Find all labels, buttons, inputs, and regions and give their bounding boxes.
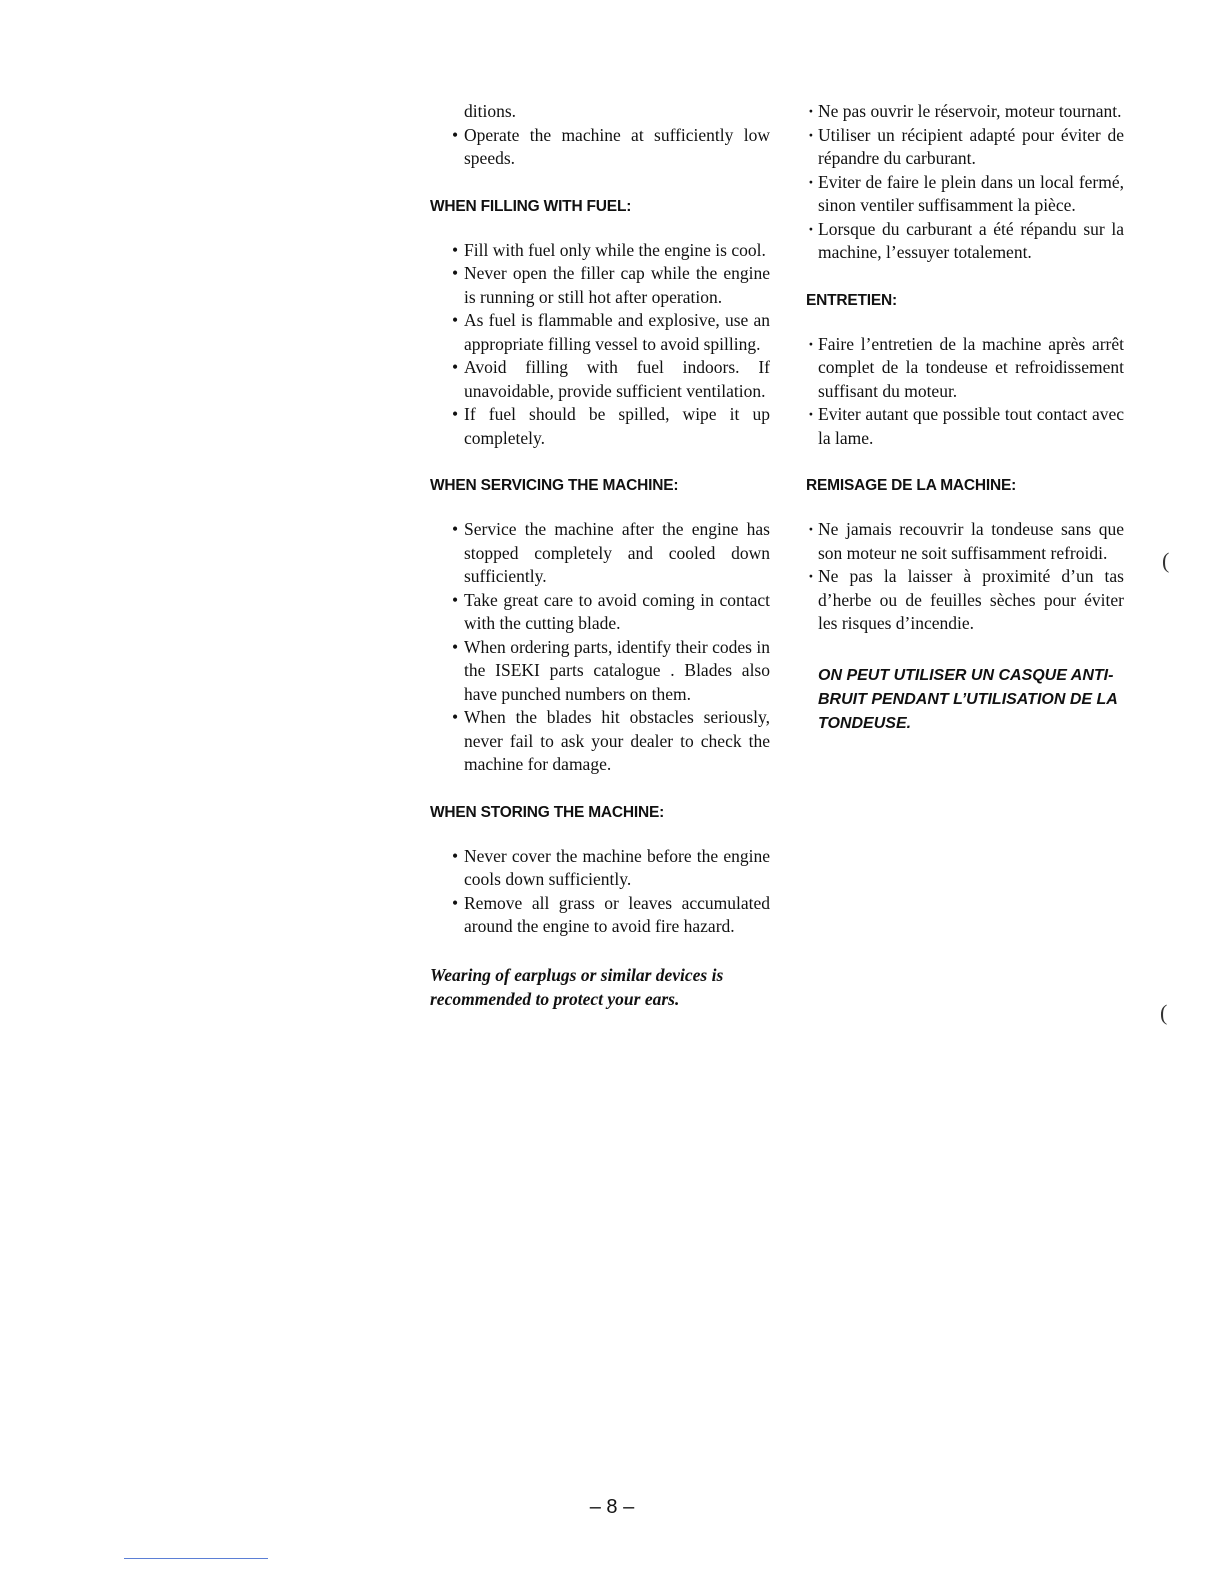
list-item: · Eviter de faire le plein dans un local fermé, sinon ventiler suffisamment la pièce.: [806, 171, 1124, 218]
intro-list-fr: [806, 100, 1124, 265]
remisage-list: [806, 518, 1124, 636]
list-item: • As fuel is flammable and explosive, use an appropriate filling vessel to avoid spilling.: [430, 309, 770, 356]
heading-filling-fuel: WHEN FILLING WITH FUEL:: [430, 197, 632, 215]
bottom-rule: [124, 1558, 268, 1559]
list-item: • When ordering parts, identify their codes in the ISEKI parts catalogue . Blades also have punched numbers on them.: [430, 636, 770, 707]
list-item: • Take great care to avoid coming in contact with the cutting blade.: [430, 589, 770, 636]
list-item: • Operate the machine at sufficiently low speeds.: [430, 124, 770, 171]
list-item: • When the blades hit obstacles seriously, never fail to ask your dealer to check the machine for damage.: [430, 706, 770, 777]
page-number: – 8 –: [589, 1496, 635, 1518]
heading-storing: WHEN STORING THE MACHINE:: [430, 803, 665, 821]
margin-mark: (: [1162, 548, 1170, 573]
french-column: [806, 100, 1124, 736]
list-item: • Never cover the machine before the engine cools down sufficiently.: [430, 845, 770, 892]
earplug-note: Wearing of earplugs or similar devices is recommended to protect your ears.: [430, 964, 724, 1009]
intro-list-en: [430, 124, 770, 171]
entretien-list: [806, 333, 1124, 451]
list-item: • Remove all grass or leaves accumulated around the engine to avoid fire hazard.: [430, 892, 770, 939]
list-item: · Ne pas la laisser à proximité d’un tas d’herbe ou de feuilles sèches pour éviter les risques d’incendie.: [806, 565, 1124, 636]
continued-text: ditions.: [464, 101, 517, 121]
margin-mark: (: [1160, 1000, 1168, 1025]
heading-entretien: ENTRETIEN:: [806, 291, 898, 309]
heading-remisage: REMISAGE DE LA MACHINE:: [806, 477, 1017, 494]
list-item: • Fill with fuel only while the engine is cool.: [430, 239, 770, 263]
casque-note: ON PEUT UTILISER UN CASQUE ANTI-BRUIT PENDANT L’UTILISATION DE LA TONDEUSE.: [818, 666, 1118, 732]
list-item: • Service the machine after the engine has stopped completely and cooled down sufficiently.: [430, 518, 770, 589]
english-column: [430, 100, 770, 1028]
list-item: · Ne pas ouvrir le réservoir, moteur tournant.: [806, 100, 1124, 124]
list-item: · Utiliser un récipient adapté pour éviter de répandre du carburant.: [806, 124, 1124, 171]
list-item: · Lorsque du carburant a été répandu sur la machine, l’essuyer totalement.: [806, 218, 1124, 265]
list-item: • Avoid filling with fuel indoors. If unavoidable, provide sufficient ventilation.: [430, 356, 770, 403]
list-item: · Eviter autant que possible tout contact avec la lame.: [806, 403, 1124, 450]
list-item: • Never open the filler cap while the engine is running or still hot after operation.: [430, 262, 770, 309]
filling-fuel-list: [430, 239, 770, 451]
heading-servicing: WHEN SERVICING THE MACHINE:: [430, 477, 679, 494]
list-item: • If fuel should be spilled, wipe it up completely.: [430, 403, 770, 450]
servicing-list: [430, 518, 770, 777]
list-item: · Faire l’entretien de la machine après arrêt complet de la tondeuse et refroidissement suffisant du moteur.: [806, 333, 1124, 404]
list-item: · Ne jamais recouvrir la tondeuse sans que son moteur ne soit suffisamment refroidi.: [806, 518, 1124, 565]
storing-list: [430, 845, 770, 939]
